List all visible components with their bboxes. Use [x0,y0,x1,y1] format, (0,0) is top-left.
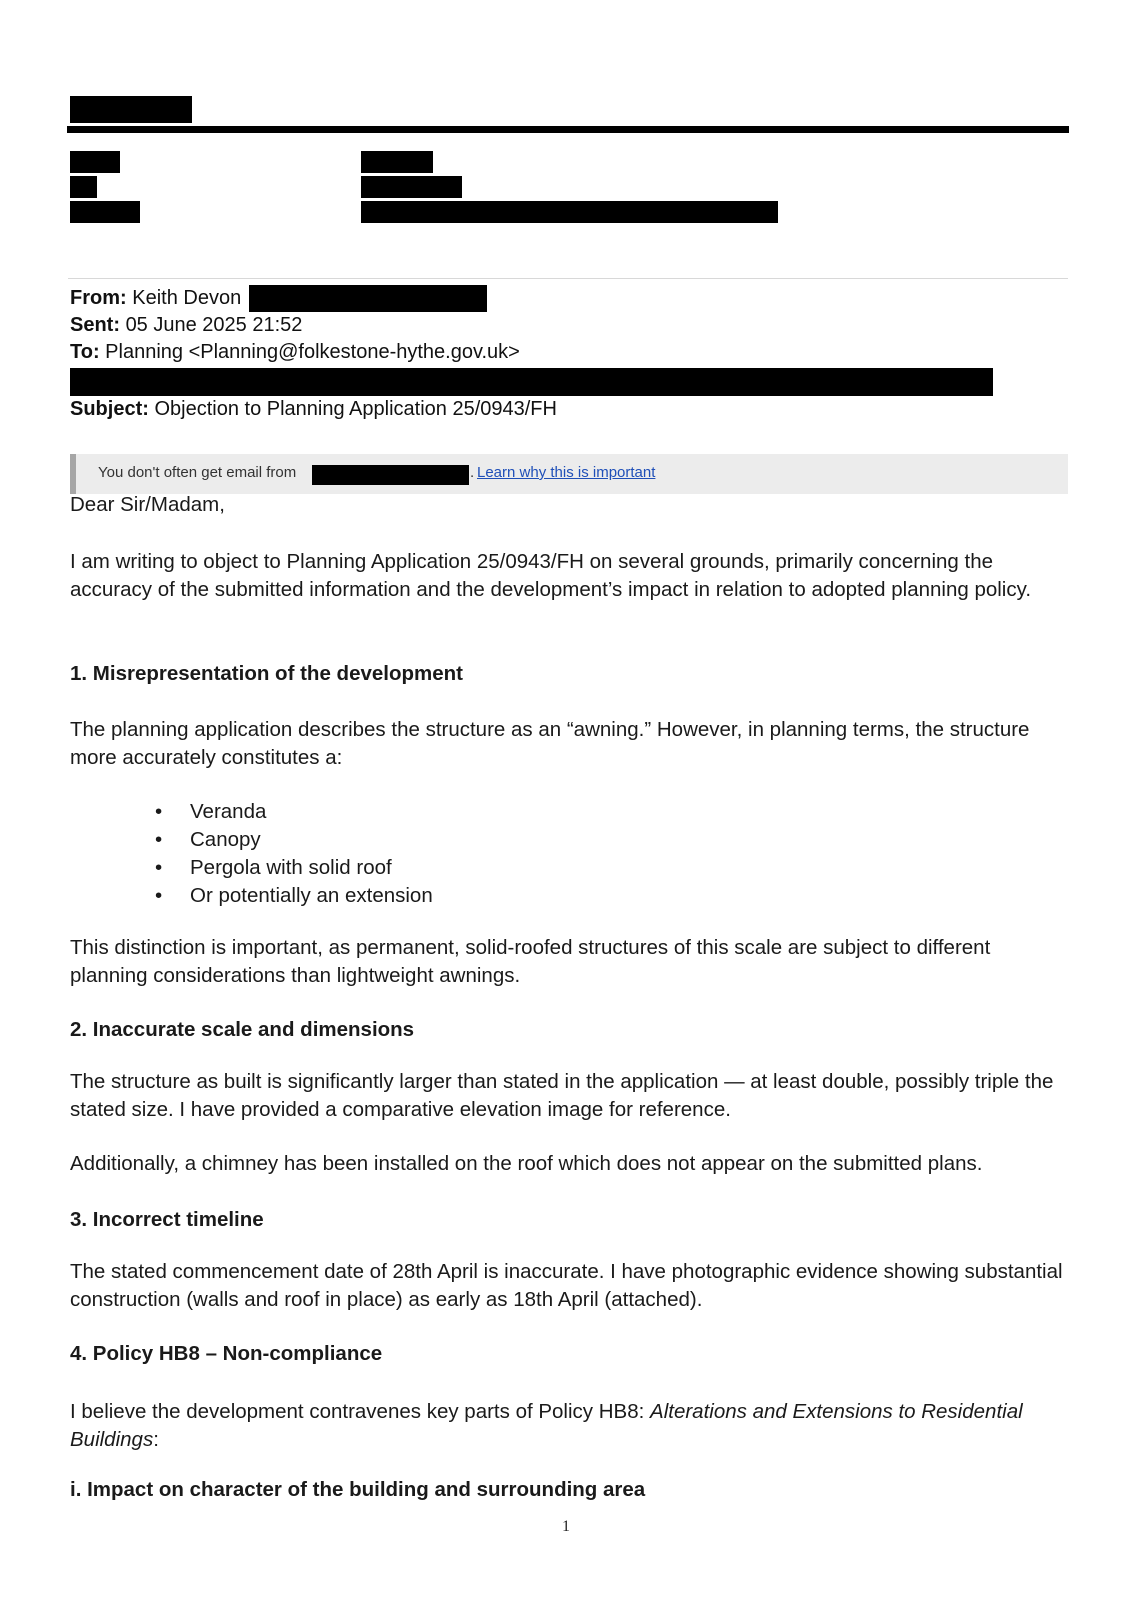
policy-text: I believe the development contravenes key parts of Policy HB8: [70,1400,651,1423]
header-rule [67,126,1069,133]
subject-line [70,396,557,423]
greeting: Dear Sir/Madam, [70,493,225,516]
redacted-value-1 [361,151,433,173]
learn-why-link[interactable]: Learn why this is important [477,464,656,481]
section-4-paragraph [70,1398,1070,1454]
banner-text: You don't often get email from [98,464,297,481]
structure-type-list [150,798,433,910]
section-3-paragraph: The stated commencement date of 28th April is inaccurate. I have photographic evidence showing substantial construction (walls and roof in place) as early as 18th April (attached). [70,1260,1063,1311]
to-value: Planning <Planning@folkestone-hythe.gov.uk> [105,341,520,363]
list-item: • Or potentially an extension [150,882,433,910]
redacted-label-1 [70,151,120,173]
redacted-sender-header [70,96,192,123]
page-number: 1 [562,1518,570,1535]
sent-value: 05 June 2025 21:52 [125,314,303,336]
redacted-value-2 [361,176,462,198]
intro-paragraph: I am writing to object to Planning Application 25/0943/FH on several grounds, primarily concerning the accuracy of the submitted information and the development’s impact in relation to adopted planning policy. [70,550,1032,601]
redacted-value-3 [361,201,778,223]
section-2-paragraph-2: Additionally, a chimney has been installed on the roof which does not appear on the submitted plans. [70,1152,983,1175]
subject-value: Objection to Planning Application 25/0943/FH [154,398,557,420]
list-item: • Veranda [150,798,433,826]
sent-label: Sent: [70,314,120,336]
sent-line [70,312,302,339]
redacted-from-address [249,285,487,312]
to-label: To: [70,341,100,363]
section-4-subheading: i. Impact on character of the building and surrounding area [70,1478,646,1501]
banner-accent-bar [70,454,76,494]
redacted-label-3 [70,201,140,223]
subject-label: Subject: [70,398,149,420]
redacted-cc-line [70,368,993,396]
policy-title: Alterations and Extensions to Residential Buildings [70,1400,1023,1451]
policy-colon: : [153,1428,159,1451]
section-2-heading: 2. Inaccurate scale and dimensions [70,1018,415,1041]
from-name: Keith Devon [132,287,242,309]
banner-separator: . [470,464,475,481]
section-3-heading: 3. Incorrect timeline [70,1208,264,1231]
external-sender-banner [70,454,1068,494]
section-1-heading: 1. Misrepresentation of the development [70,662,463,685]
section-1-paragraph: The planning application describes the structure as an “awning.” However, in planning terms, the structure more accurately constitutes a: [70,718,1030,769]
redacted-banner-address [312,465,469,485]
list-item: • Canopy [150,826,433,854]
separator-line [68,278,1068,279]
section-1-paragraph-2: This distinction is important, as permanent, solid-roofed structures of this scale are subject to different planning considerations than lightweight awnings. [70,936,991,987]
from-line [70,285,241,312]
from-label: From: [70,287,127,309]
list-item: • Pergola with solid roof [150,854,433,882]
section-4-heading: 4. Policy HB8 – Non-compliance [70,1342,383,1365]
to-line [70,339,520,366]
redacted-label-2 [70,176,97,198]
section-2-paragraph: The structure as built is significantly larger than stated in the application — at least double, possibly triple the stated size. I have provided a comparative elevation image for reference. [70,1070,1054,1121]
